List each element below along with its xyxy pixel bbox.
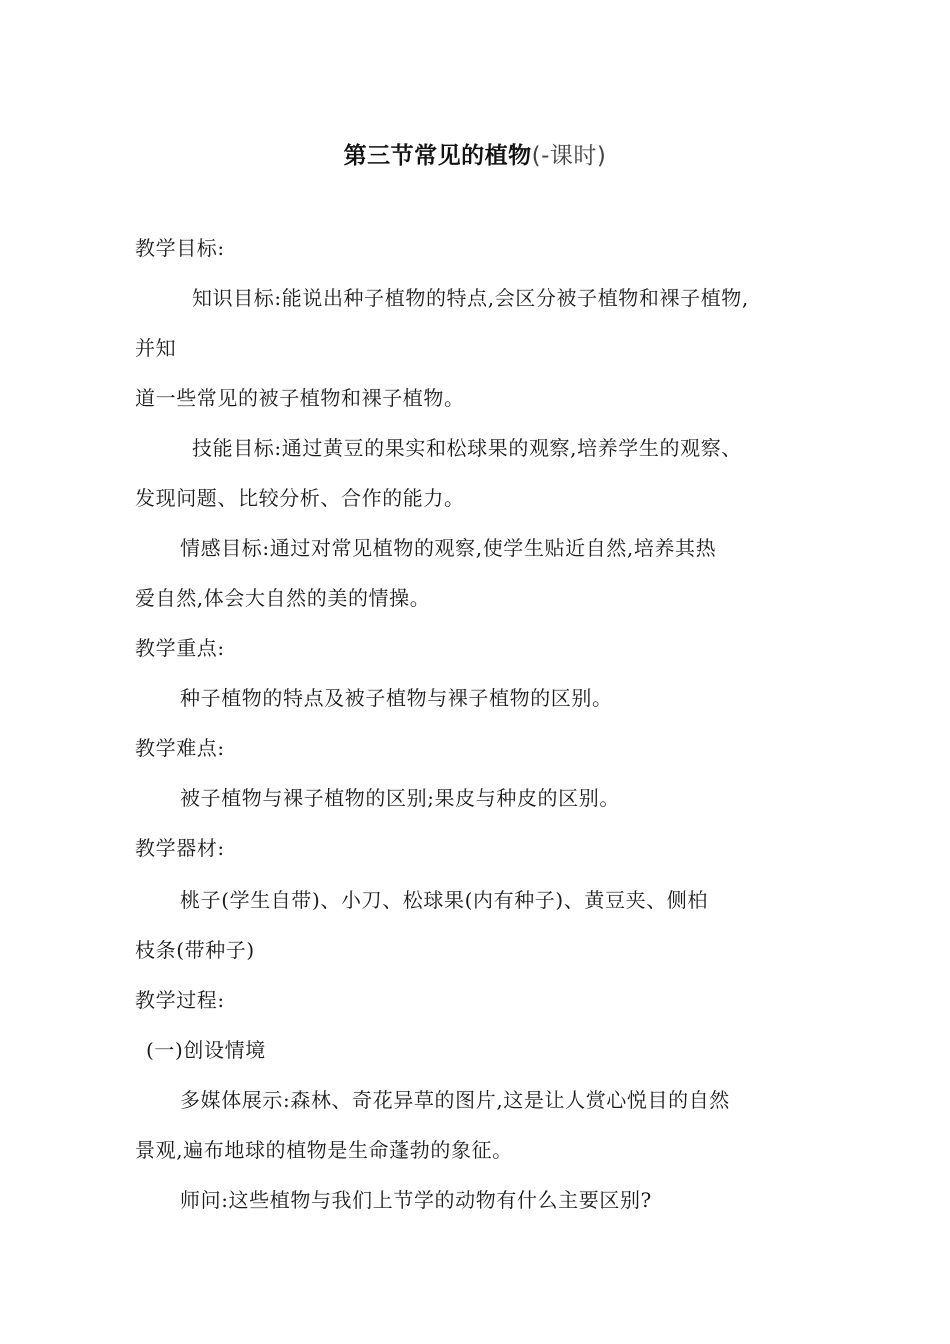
title-sub: (-课时) bbox=[531, 143, 607, 169]
paragraph-difficulties: 被子植物与裸子植物的区别;果皮与种皮的区别。 bbox=[180, 786, 620, 810]
paragraph-equipment: 桃子(学生自带)、小刀、松球果(内有种子)、黄豆夹、侧柏 bbox=[180, 888, 709, 912]
paragraph-knowledge-goal: 知识目标:能说出种子植物的特点,会区分被子植物和裸子植物, bbox=[192, 286, 749, 310]
paragraph-multimedia-cont: 景观,遍布地球的植物是生命蓬勃的象征。 bbox=[135, 1138, 513, 1162]
paragraph-emotion-goal: 情感目标:通过对常见植物的观察,使学生贴近自然,培养其热 bbox=[180, 536, 717, 560]
heading-equipment: 教学器材: bbox=[135, 836, 225, 860]
document-title bbox=[0, 137, 950, 170]
title-main: 第三节常见的植物 bbox=[343, 143, 532, 169]
paragraph-skill-goal: 技能目标:通过黄豆的果实和松球果的观察,培养学生的观察、 bbox=[192, 436, 742, 460]
heading-difficulties: 教学难点: bbox=[135, 736, 225, 760]
paragraph-knowledge-goal-cont: 道一些常见的被子植物和裸子植物。 bbox=[135, 386, 465, 410]
paragraph-knowledge-goal-cont: 并知 bbox=[135, 336, 177, 360]
paragraph-key-points: 种子植物的特点及被子植物与裸子植物的区别。 bbox=[180, 686, 613, 710]
heading-key-points: 教学重点: bbox=[135, 636, 225, 660]
paragraph-equipment-cont: 枝条(带种子) bbox=[135, 938, 255, 962]
subheading-create-situation: (一)创设情境 bbox=[146, 1038, 266, 1062]
paragraph-multimedia: 多媒体展示:森林、奇花异草的图片,这是让人赏心悦目的自然 bbox=[180, 1088, 730, 1112]
paragraph-teacher-question: 师问:这些植物与我们上节学的动物有什么主要区别? bbox=[180, 1188, 652, 1212]
paragraph-skill-goal-cont: 发现问题、比较分析、合作的能力。 bbox=[135, 486, 465, 510]
paragraph-emotion-goal-cont: 爱自然,体会大自然的美的情操。 bbox=[135, 586, 431, 610]
heading-teaching-goals: 教学目标: bbox=[135, 236, 225, 260]
heading-process: 教学过程: bbox=[135, 988, 225, 1012]
